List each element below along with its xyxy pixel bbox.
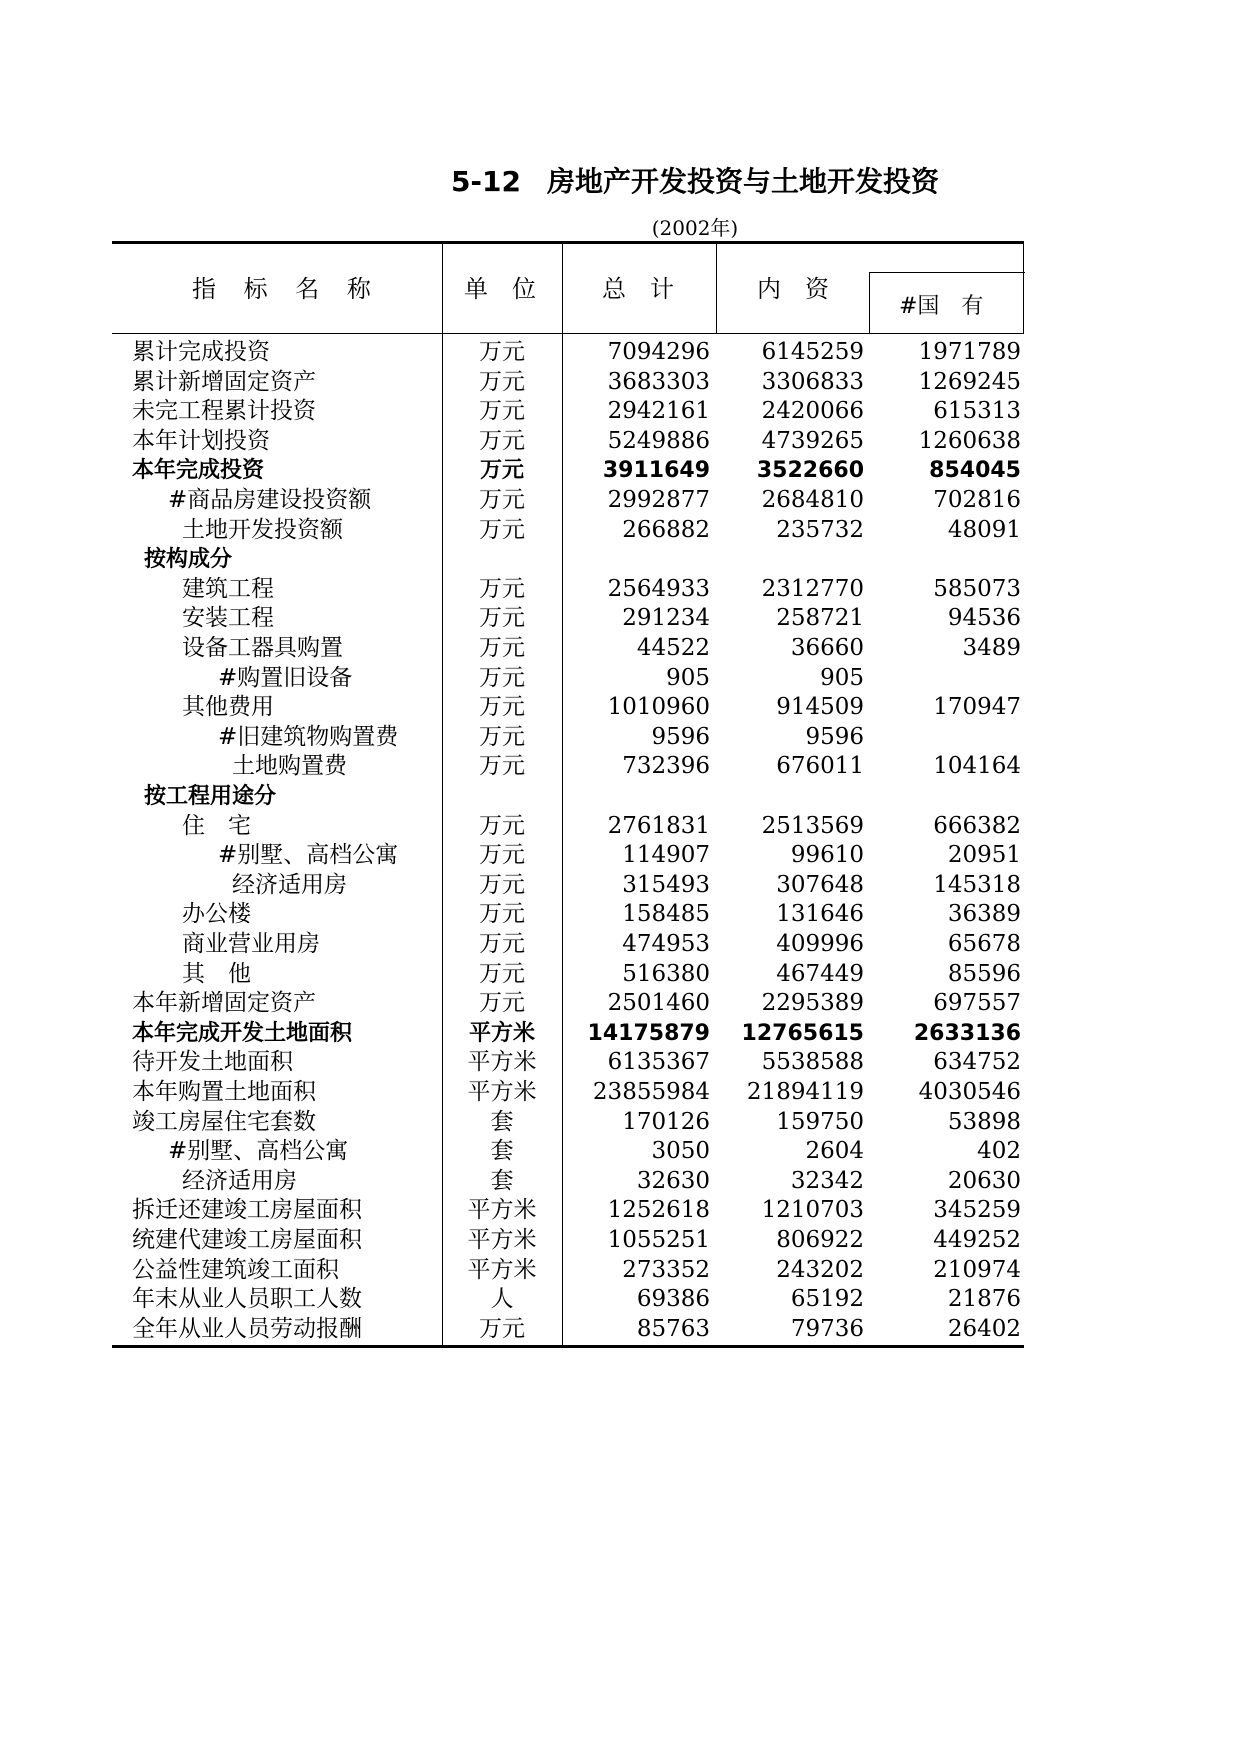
state-owned-cell: 1971789 <box>918 339 1021 365</box>
indicator-name: 按工程用途分 <box>144 784 277 809</box>
indicator-name: 累计完成投资 <box>132 339 270 365</box>
indicator-name: 土地开发投资额 <box>182 516 343 543</box>
unit-cell: 万元 <box>479 842 525 869</box>
state-owned-cell: 615313 <box>933 398 1021 425</box>
total-cell: 23855984 <box>592 1079 710 1105</box>
state-owned-cell: 402 <box>977 1138 1021 1165</box>
state-owned-cell: 210974 <box>933 1256 1021 1283</box>
unit-cell: 平方米 <box>467 1049 537 1076</box>
indicator-name: 本年完成开发土地面积 <box>132 1020 353 1046</box>
table-row <box>112 634 1024 664</box>
domestic-cell: 36660 <box>790 635 864 661</box>
total-cell: 3683303 <box>607 368 710 395</box>
indicator-name: 全年从业人员劳动报酬 <box>132 1315 362 1342</box>
unit-cell: 平方米 <box>467 1256 537 1283</box>
domestic-cell: 2420066 <box>761 398 864 425</box>
domestic-cell: 21894119 <box>746 1079 864 1105</box>
domestic-cell: 307648 <box>776 871 864 898</box>
total-cell: 905 <box>666 664 710 691</box>
domestic-cell: 159750 <box>776 1108 864 1135</box>
unit-cell: 平方米 <box>467 1079 537 1105</box>
state-owned-cell: 104164 <box>933 753 1021 780</box>
table-row <box>112 693 1024 723</box>
state-owned-cell: 854045 <box>929 458 1021 484</box>
domestic-cell: 12765615 <box>741 1020 864 1046</box>
indicator-name: 年末从业人员职工人数 <box>132 1286 362 1313</box>
total-cell: 85763 <box>636 1315 710 1342</box>
table-row <box>112 1167 1024 1197</box>
total-cell: 266882 <box>622 516 710 543</box>
total-cell: 6135367 <box>607 1049 710 1076</box>
table-row <box>112 1019 1024 1049</box>
indicator-name: 按构成分 <box>144 547 233 573</box>
indicator-name: 待开发土地面积 <box>132 1049 293 1076</box>
total-cell: 9596 <box>651 723 710 750</box>
unit-cell: 平方米 <box>467 1227 537 1253</box>
unit-cell: 万元 <box>479 1315 525 1342</box>
indicator-name: 本年购置土地面积 <box>132 1079 316 1105</box>
total-cell: 732396 <box>622 753 710 780</box>
table-row <box>112 960 1024 990</box>
table-row <box>112 841 1024 871</box>
indicator-name: 本年完成投资 <box>132 458 265 484</box>
indicator-name: 住 宅 <box>182 812 251 839</box>
state-owned-cell: 634752 <box>933 1049 1021 1076</box>
total-cell: 44522 <box>636 635 710 661</box>
unit-cell: 套 <box>490 1138 514 1165</box>
domestic-cell: 32342 <box>790 1167 864 1194</box>
state-owned-cell: 20951 <box>947 842 1021 869</box>
total-cell: 1252618 <box>607 1197 710 1224</box>
state-owned-cell: 145318 <box>933 871 1021 898</box>
unit-cell: 万元 <box>479 339 525 365</box>
domestic-cell: 9596 <box>805 723 864 750</box>
indicator-name: 其他费用 <box>182 694 274 721</box>
table-row <box>112 427 1024 457</box>
indicator-name: 商业营业用房 <box>182 931 320 957</box>
table-row <box>112 1226 1024 1256</box>
unit-cell: 万元 <box>479 812 525 839</box>
data-table <box>112 241 1024 1348</box>
total-cell: 114907 <box>622 842 710 869</box>
total-cell: 3050 <box>651 1138 710 1165</box>
domestic-cell: 4739265 <box>761 427 864 454</box>
indicator-name: #旧建筑物购置费 <box>218 723 399 750</box>
domestic-cell: 258721 <box>776 605 864 632</box>
domestic-cell: 3306833 <box>761 368 864 395</box>
indicator-name: #商品房建设投资额 <box>168 487 372 513</box>
unit-cell: 万元 <box>479 516 525 543</box>
header-domestic: 内 资 <box>757 275 829 303</box>
unit-cell: 万元 <box>479 487 525 513</box>
table-row <box>112 752 1024 782</box>
table-row <box>112 1108 1024 1138</box>
total-cell: 474953 <box>622 931 710 957</box>
total-cell: 291234 <box>622 605 710 632</box>
total-cell: 516380 <box>622 960 710 987</box>
section-row <box>112 545 1024 575</box>
table-row <box>112 516 1024 546</box>
domestic-cell: 2604 <box>805 1138 864 1165</box>
unit-cell: 套 <box>490 1108 514 1135</box>
indicator-name: 拆迁还建竣工房屋面积 <box>132 1197 362 1224</box>
indicator-name: 本年新增固定资产 <box>132 990 316 1017</box>
table-row <box>112 604 1024 634</box>
domestic-cell: 467449 <box>776 960 864 987</box>
state-owned-cell: 702816 <box>933 487 1021 513</box>
table-title: 房地产开发投资与土地开发投资 <box>547 165 940 198</box>
unit-cell: 万元 <box>479 960 525 987</box>
total-cell: 1055251 <box>607 1227 710 1253</box>
indicator-name: 公益性建筑竣工面积 <box>132 1256 339 1283</box>
state-owned-cell: 3489 <box>962 635 1021 661</box>
unit-cell: 万元 <box>479 931 525 957</box>
table-bottom-border <box>112 1345 1024 1348</box>
indicator-name: 经济适用房 <box>182 1167 297 1194</box>
total-cell: 1010960 <box>607 694 710 721</box>
table-row <box>112 664 1024 694</box>
indicator-name: 安装工程 <box>182 605 274 632</box>
unit-cell: 万元 <box>479 664 525 691</box>
state-owned-cell: 94536 <box>947 605 1021 632</box>
unit-cell: 万元 <box>479 871 525 898</box>
table-row <box>112 723 1024 753</box>
header-state-owned: #国 有 <box>899 294 984 319</box>
unit-cell: 万元 <box>479 427 525 454</box>
state-owned-cell: 85596 <box>947 960 1021 987</box>
domestic-cell: 905 <box>820 664 864 691</box>
unit-cell: 万元 <box>479 635 525 661</box>
total-cell: 69386 <box>636 1286 710 1313</box>
total-cell: 32630 <box>636 1167 710 1194</box>
total-cell: 14175879 <box>587 1020 710 1046</box>
unit-cell: 万元 <box>479 694 525 721</box>
total-cell: 7094296 <box>607 339 710 365</box>
unit-cell: 平方米 <box>467 1197 537 1224</box>
state-owned-cell: 697557 <box>933 990 1021 1017</box>
domestic-cell: 2684810 <box>761 487 864 513</box>
total-cell: 158485 <box>622 901 710 928</box>
domestic-cell: 99610 <box>790 842 864 869</box>
table-top-border <box>112 241 1024 244</box>
domestic-cell: 914509 <box>776 694 864 721</box>
unit-cell: 万元 <box>479 753 525 780</box>
indicator-name: #购置旧设备 <box>218 664 353 691</box>
domestic-cell: 65192 <box>790 1286 864 1313</box>
domestic-cell: 806922 <box>776 1227 864 1253</box>
domestic-cell: 1210703 <box>761 1197 864 1224</box>
state-owned-cell: 20630 <box>947 1167 1021 1194</box>
total-cell: 2501460 <box>607 990 710 1017</box>
table-row <box>112 871 1024 901</box>
total-cell: 170126 <box>622 1108 710 1135</box>
unit-cell: 万元 <box>479 398 525 425</box>
table-row <box>112 575 1024 605</box>
indicator-name: 未完工程累计投资 <box>132 398 316 425</box>
total-cell: 315493 <box>622 871 710 898</box>
domestic-cell: 3522660 <box>756 458 864 484</box>
indicator-name: 土地购置费 <box>232 753 347 780</box>
indicator-name: 建筑工程 <box>182 575 274 602</box>
unit-cell: 万元 <box>479 723 525 750</box>
unit-cell: 平方米 <box>468 1020 535 1046</box>
table-row <box>112 1078 1024 1108</box>
total-cell: 2564933 <box>607 575 710 602</box>
unit-cell: 套 <box>490 1167 514 1194</box>
table-row <box>112 930 1024 960</box>
domestic-cell: 243202 <box>776 1256 864 1283</box>
state-owned-cell: 48091 <box>947 516 1021 543</box>
table-number: 5-12 <box>450 165 522 198</box>
column-divider <box>716 241 717 334</box>
unit-cell: 万元 <box>479 901 525 928</box>
state-owned-cell: 4030546 <box>918 1079 1021 1105</box>
domestic-cell: 131646 <box>776 901 864 928</box>
domestic-cell: 676011 <box>776 753 864 780</box>
indicator-name: 经济适用房 <box>232 871 347 898</box>
state-owned-cell: 2633136 <box>913 1020 1021 1046</box>
table-row <box>112 812 1024 842</box>
table-row <box>112 1315 1024 1345</box>
table-row <box>112 486 1024 516</box>
indicator-name: 本年计划投资 <box>132 427 270 454</box>
total-cell: 5249886 <box>607 427 710 454</box>
unit-cell: 万元 <box>479 990 525 1017</box>
page-title <box>0 160 1240 200</box>
domestic-cell: 79736 <box>790 1315 864 1342</box>
domestic-cell: 2312770 <box>761 575 864 602</box>
domestic-cell: 5538588 <box>761 1049 864 1076</box>
table-row <box>112 456 1024 486</box>
state-owned-cell: 666382 <box>933 812 1021 839</box>
indicator-name: 办公楼 <box>182 901 251 928</box>
unit-cell: 万元 <box>479 575 525 602</box>
table-row <box>112 1196 1024 1226</box>
domestic-cell: 2513569 <box>761 812 864 839</box>
indicator-name: #别墅、高档公寓 <box>168 1138 349 1165</box>
indicator-name: 竣工房屋住宅套数 <box>132 1108 316 1135</box>
domestic-cell: 2295389 <box>761 990 864 1017</box>
table-row <box>112 1048 1024 1078</box>
total-cell: 3911649 <box>602 458 710 484</box>
header-total: 总 计 <box>602 275 674 303</box>
indicator-name: 其 他 <box>182 960 251 987</box>
domestic-cell: 235732 <box>776 516 864 543</box>
table-row <box>112 368 1024 398</box>
unit-cell: 万元 <box>479 368 525 395</box>
unit-cell: 万元 <box>479 458 524 484</box>
total-cell: 2992877 <box>607 487 710 513</box>
header-indicator-name: 指 标 名 称 <box>192 275 371 303</box>
total-cell: 273352 <box>622 1256 710 1283</box>
table-row <box>112 900 1024 930</box>
table-row <box>112 397 1024 427</box>
state-owned-cell: 345259 <box>933 1197 1021 1224</box>
unit-cell: 人 <box>490 1286 514 1313</box>
state-owned-cell: 585073 <box>933 575 1021 602</box>
table-row <box>112 338 1024 368</box>
domestic-cell: 6145259 <box>761 339 864 365</box>
section-row <box>112 782 1024 812</box>
state-owned-cell: 65678 <box>947 931 1021 957</box>
indicator-name: 统建代建竣工房屋面积 <box>132 1227 362 1253</box>
state-owned-cell: 36389 <box>947 901 1021 928</box>
state-owned-cell: 26402 <box>947 1315 1021 1342</box>
state-owned-cell: 1269245 <box>918 368 1021 395</box>
domestic-cell: 409996 <box>776 931 864 957</box>
state-owned-cell: 21876 <box>947 1286 1021 1313</box>
indicator-name: 累计新增固定资产 <box>132 368 316 395</box>
header-unit: 单 位 <box>464 275 536 303</box>
state-owned-cell: 53898 <box>947 1108 1021 1135</box>
table-year: (2002年) <box>651 216 739 240</box>
state-owned-cell: 449252 <box>933 1227 1021 1253</box>
table-row <box>112 989 1024 1019</box>
indicator-name: #别墅、高档公寓 <box>218 842 399 869</box>
indicator-name: 设备工器具购置 <box>182 635 343 661</box>
table-row <box>112 1137 1024 1167</box>
state-owned-cell: 170947 <box>933 694 1021 721</box>
state-owned-cell: 1260638 <box>918 427 1021 454</box>
table-row <box>112 1256 1024 1286</box>
total-cell: 2942161 <box>607 398 710 425</box>
total-cell: 2761831 <box>607 812 710 839</box>
unit-cell: 万元 <box>479 605 525 632</box>
table-row <box>112 1285 1024 1315</box>
